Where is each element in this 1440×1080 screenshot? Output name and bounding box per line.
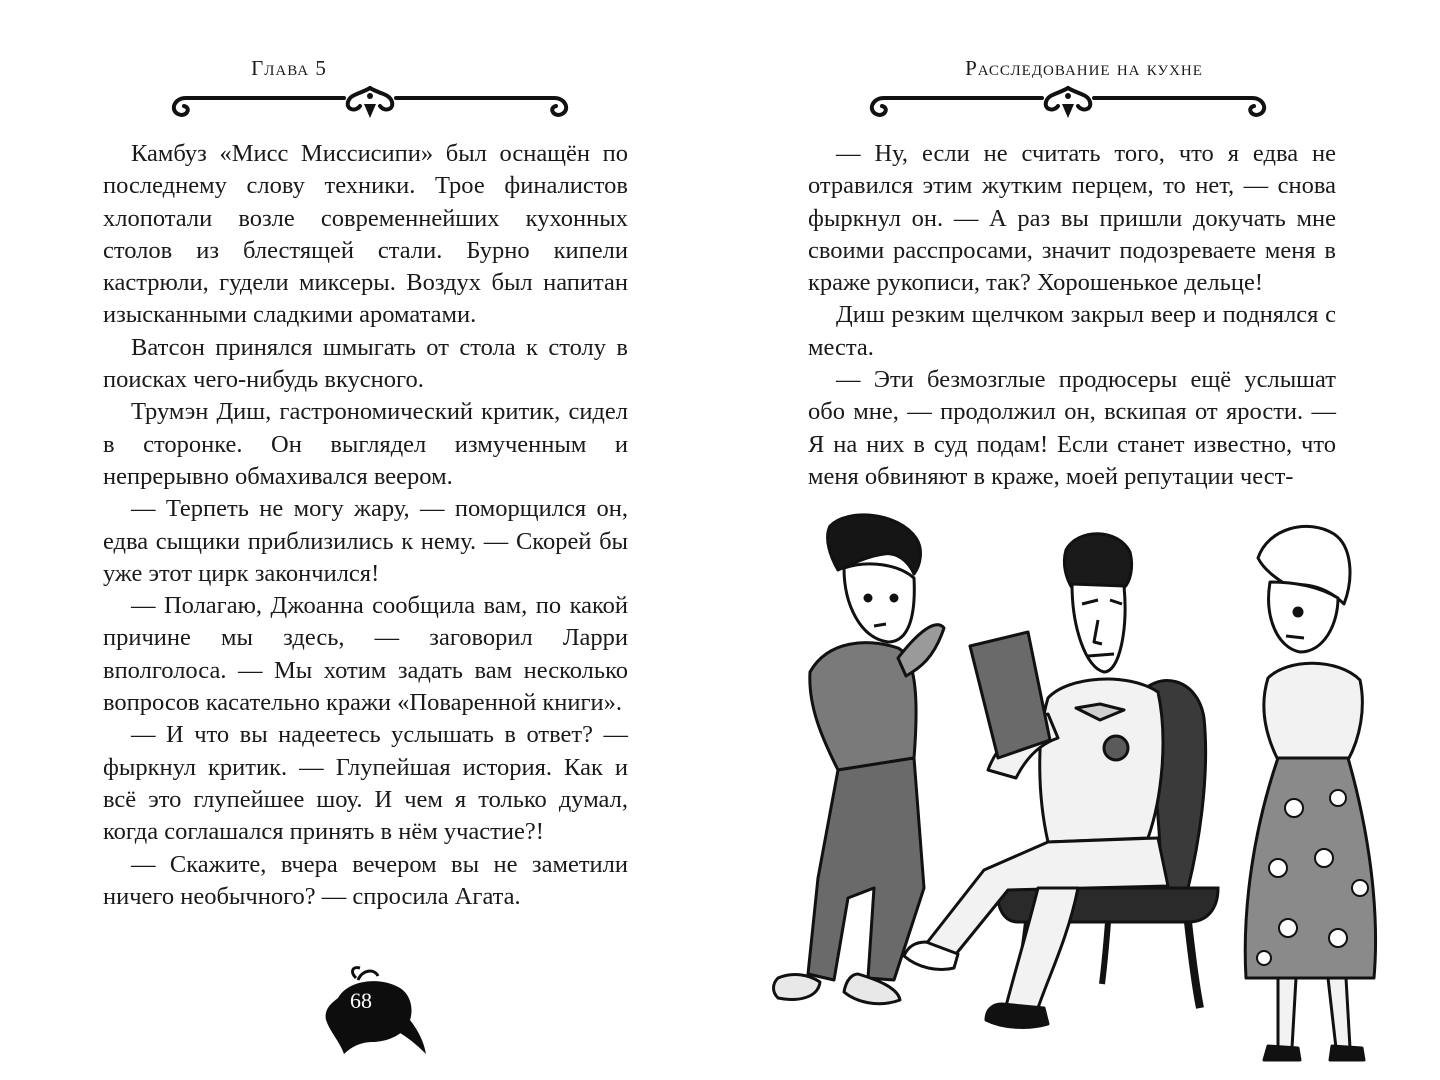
girl-figure	[1245, 526, 1375, 1060]
paragraph: Диш резким щелчком закрыл веер и поднялся с места.	[808, 301, 1336, 361]
running-head-left: Глава 5	[251, 56, 327, 80]
page-number: 68	[350, 988, 372, 1013]
paragraph: Камбуз «Мисс Миссисипи» был оснащён по последнему слову техники. Трое финалистов хлопотали возле современнейших кухонных столов из блестящей стали. Бурно кипели кастрюли, гудели миксеры. Воздух был напитан изысканными сладкими ароматами.	[103, 140, 628, 329]
boy-figure	[774, 515, 945, 1004]
ornament-divider-left	[164, 82, 576, 122]
running-head-right: Расследование на кухне	[965, 56, 1203, 80]
ornament-divider-right	[862, 82, 1274, 122]
paragraph: — Скажите, вчера вечером вы не заметили ничего необычного? — спросила Агата.	[103, 850, 628, 910]
paragraph: — Полагаю, Джоанна сообщила вам, по какой причине мы здесь, — заговорил Ларри вполголоса. — Мы хотим задать вам несколько вопросов касательно кражи «Поваренной книги».	[103, 592, 628, 717]
paragraph: — Ну, если не считать того, что я едва не отравился этим жутким перцем, то нет, — снова фыркнул он. — А раз вы пришли докучать мне своими расспросами, значит подозреваете меня в краже рукописи, так? Хорошенькое дельце!	[808, 140, 1336, 297]
paragraph: — И что вы надеетесь услышать в ответ? — фыркнул критик. — Глупейшая история. Как и всё это глупейшее шоу. И чем я только думал, когда соглашался принять в нём участие?!	[103, 721, 628, 846]
right-page	[720, 0, 1440, 1080]
paragraph: — Эти безмозглые продюсеры ещё услышат обо мне, — продолжил он, вскипая от ярости. — Я на них в суд подам! Если станет известно, что меня обвиняют в краже, моей репутации чест-	[808, 366, 1336, 490]
paragraph: Трумэн Диш, гастрономический критик, сидел в сторонке. Он выглядел измученным и непрерывно обмахивался веером.	[103, 398, 628, 490]
body-text-left	[103, 138, 628, 913]
paragraph: — Терпеть не могу жару, — поморщился он, едва сыщики приблизились к нему. — Скорей бы уже этот цирк закончился!	[103, 495, 628, 587]
body-text-right	[808, 138, 1336, 493]
illustration-three-characters	[748, 508, 1378, 1068]
critic-figure	[904, 534, 1168, 1028]
paragraph: Ватсон принялся шмыгать от стола к столу в поисках чего-нибудь вкусного.	[103, 333, 628, 394]
